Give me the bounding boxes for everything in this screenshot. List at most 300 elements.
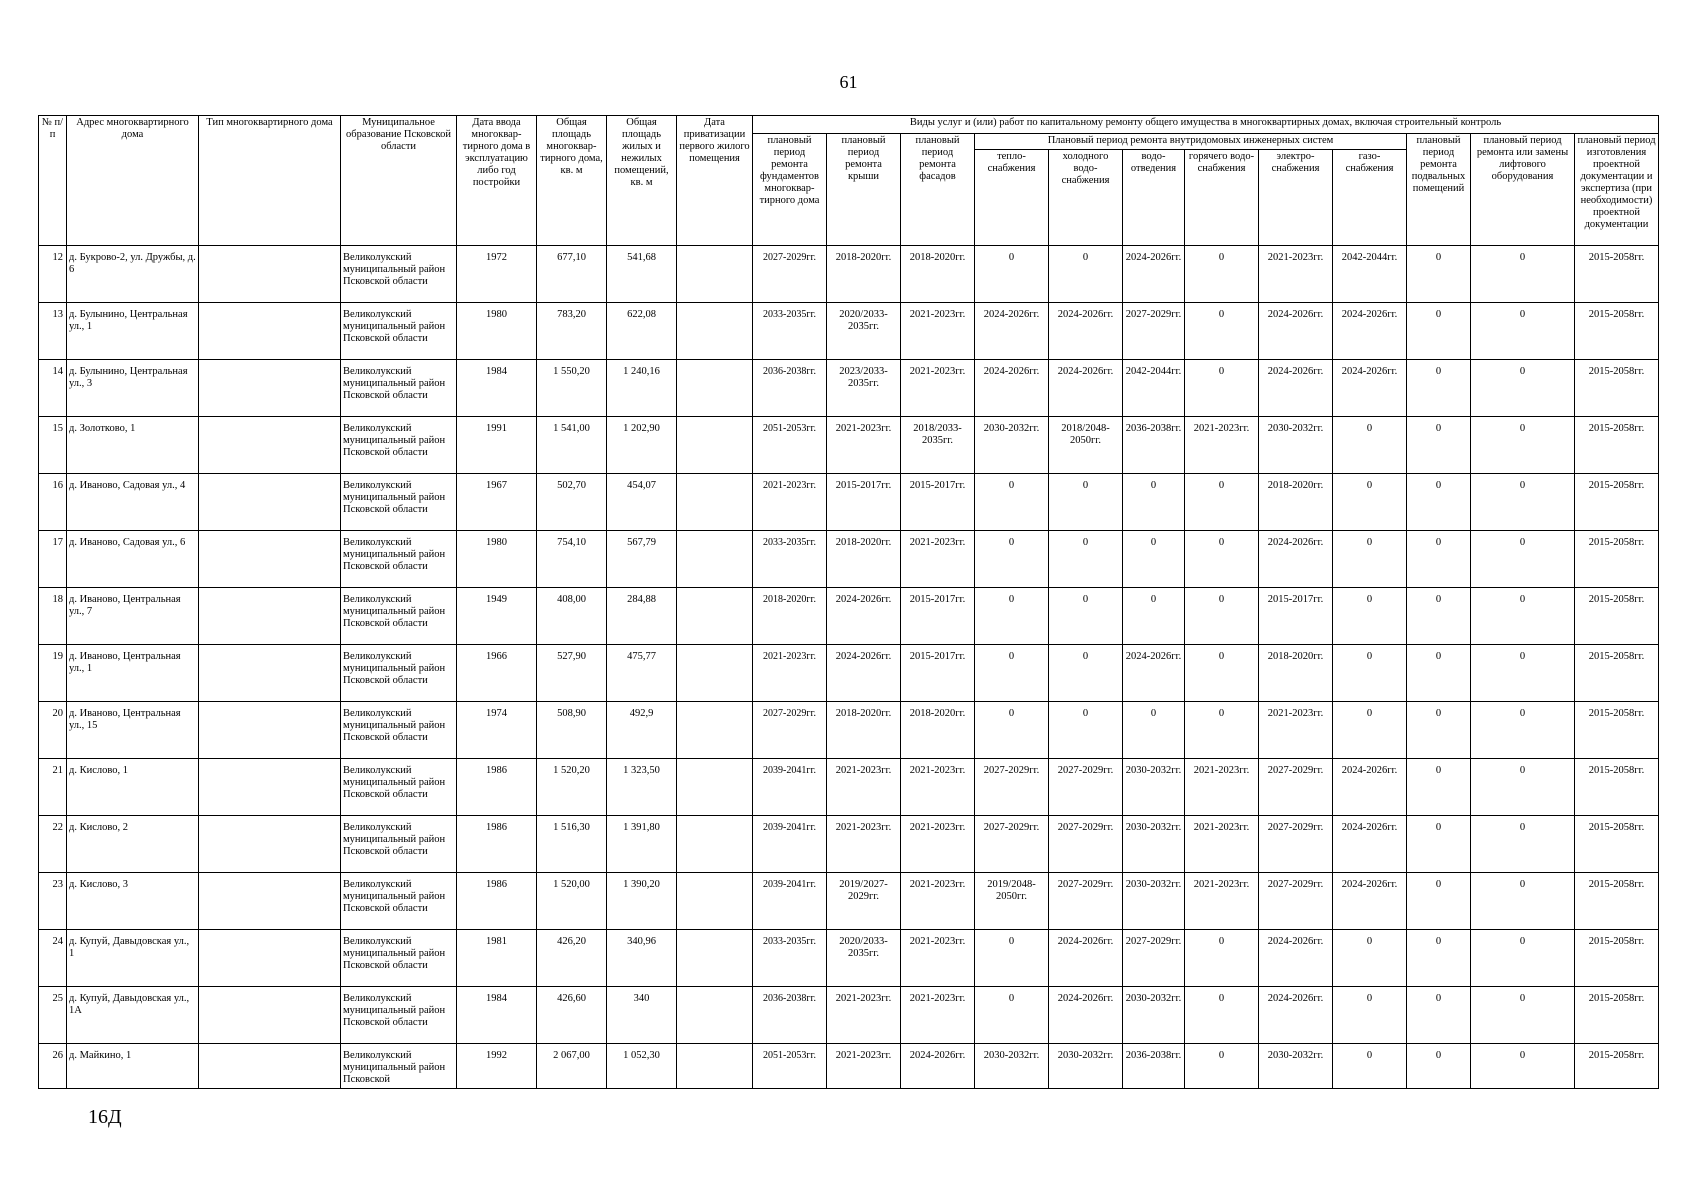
cell-design-text: 2015-2058гг. — [1588, 993, 1645, 1004]
cell-heating — [975, 987, 1049, 1044]
cell-total-area-text: 783,20 — [557, 309, 586, 320]
cell-address — [67, 474, 199, 531]
cell-cold-water — [1049, 873, 1123, 930]
cell-privatization — [677, 987, 753, 1044]
cell-basement — [1407, 303, 1471, 360]
cell-foundation-text: 2018-2020гг. — [763, 594, 816, 605]
cell-total-area — [537, 930, 607, 987]
cell-cold-water-text: 0 — [1082, 708, 1089, 719]
cell-num-text: 15 — [52, 423, 63, 434]
cell-num — [39, 1044, 67, 1089]
table-body — [39, 246, 1659, 1089]
cell-address-text: д. Золотково, 1 — [69, 423, 136, 434]
cell-elevator — [1471, 873, 1575, 930]
cell-design — [1575, 702, 1659, 759]
cell-house-type — [199, 873, 341, 930]
cell-elevator — [1471, 816, 1575, 873]
header-total-area: Общая площадь многоквар-тирного дома, кв. м — [537, 116, 607, 246]
cell-living-area — [607, 645, 677, 702]
cell-basement — [1407, 873, 1471, 930]
cell-foundation — [753, 759, 827, 816]
cell-basement — [1407, 930, 1471, 987]
cell-municipality-text: Великолукский муниципальный район Псковской области — [343, 594, 446, 629]
cell-roof — [827, 588, 901, 645]
cell-gas-text: 0 — [1366, 651, 1373, 662]
cell-basement-text: 0 — [1435, 252, 1442, 263]
cell-foundation — [753, 531, 827, 588]
cell-total-area-text: 677,10 — [557, 252, 586, 263]
cell-living-area-text: 1 052,30 — [623, 1050, 660, 1061]
header-basement: плановый период ремонта подвальных помещений — [1407, 134, 1471, 246]
cell-municipality — [341, 531, 457, 588]
cell-electricity-text: 2030-2032гг. — [1267, 423, 1324, 434]
cell-foundation — [753, 303, 827, 360]
cell-heating — [975, 360, 1049, 417]
cell-elevator-text: 0 — [1519, 879, 1526, 890]
cell-facade — [901, 930, 975, 987]
cell-house-type — [199, 645, 341, 702]
cell-facade-text: 2021-2023гг. — [909, 993, 966, 1004]
cell-sewerage-text: 2027-2029гг. — [1125, 309, 1182, 320]
header-services-group: Виды услуг и (или) работ по капитальному ремонту общего имущества в многоквартирных домах, включая строительный контроль — [753, 116, 1659, 134]
header-hot-water: горячего водо-снабжения — [1185, 150, 1259, 246]
cell-address-text: д. Кислово, 2 — [69, 822, 129, 833]
cell-heating-text: 0 — [1008, 537, 1015, 548]
cell-electricity — [1259, 987, 1333, 1044]
cell-facade — [901, 645, 975, 702]
cell-hot-water-text: 0 — [1218, 537, 1225, 548]
cell-roof — [827, 930, 901, 987]
cell-privatization — [677, 417, 753, 474]
cell-basement-text: 0 — [1435, 309, 1442, 320]
cell-cold-water — [1049, 816, 1123, 873]
cell-facade-text: 2015-2017гг. — [909, 594, 966, 605]
cell-electricity-text: 2024-2026гг. — [1267, 366, 1324, 377]
cell-sewerage-text: 2030-2032гг. — [1125, 993, 1182, 1004]
cell-num — [39, 588, 67, 645]
cell-elevator-text: 0 — [1519, 765, 1526, 776]
cell-living-area — [607, 531, 677, 588]
cell-foundation-text: 2039-2041гг. — [763, 879, 816, 890]
cell-num — [39, 873, 67, 930]
cell-gas — [1333, 360, 1407, 417]
cell-basement-text: 0 — [1435, 594, 1442, 605]
cell-heating-text: 0 — [1008, 594, 1015, 605]
cell-basement — [1407, 360, 1471, 417]
cell-elevator-text: 0 — [1519, 594, 1526, 605]
cell-sewerage — [1123, 360, 1185, 417]
cell-cold-water — [1049, 930, 1123, 987]
page-number: 61 — [839, 72, 858, 92]
cell-total-area — [537, 759, 607, 816]
cell-electricity-text: 2024-2026гг. — [1267, 309, 1324, 320]
cell-living-area-text: 340 — [633, 993, 650, 1004]
cell-cold-water-text: 0 — [1082, 651, 1089, 662]
cell-address-text: д. Кислово, 1 — [69, 765, 129, 776]
cell-total-area-text: 1 520,20 — [553, 765, 590, 776]
cell-foundation-text: 2039-2041гг. — [763, 822, 816, 833]
cell-roof-text: 2021-2023гг. — [835, 993, 892, 1004]
cell-basement — [1407, 816, 1471, 873]
cell-total-area — [537, 246, 607, 303]
cell-privatization — [677, 531, 753, 588]
cell-facade-text: 2018-2020гг. — [909, 252, 966, 263]
cell-elevator-text: 0 — [1519, 309, 1526, 320]
cell-facade — [901, 987, 975, 1044]
cell-elevator-text: 0 — [1519, 1050, 1526, 1061]
cell-electricity-text: 2024-2026гг. — [1267, 993, 1324, 1004]
table-row — [39, 1044, 1659, 1089]
cell-total-area-text: 426,20 — [557, 936, 586, 947]
cell-sewerage-text: 2036-2038гг. — [1125, 423, 1182, 434]
cell-municipality-text: Великолукский муниципальный район Псковской области — [343, 252, 446, 287]
cell-electricity — [1259, 417, 1333, 474]
cell-gas — [1333, 417, 1407, 474]
table-row — [39, 246, 1659, 303]
cell-hot-water-text: 2021-2023гг. — [1193, 765, 1250, 776]
cell-electricity — [1259, 246, 1333, 303]
cell-year — [457, 531, 537, 588]
cell-living-area-text: 340,96 — [627, 936, 656, 947]
cell-hot-water-text: 0 — [1218, 252, 1225, 263]
cell-num-text: 23 — [52, 879, 63, 890]
cell-num — [39, 702, 67, 759]
cell-total-area — [537, 588, 607, 645]
cell-gas-text: 0 — [1366, 423, 1373, 434]
cell-cold-water — [1049, 246, 1123, 303]
cell-heating — [975, 930, 1049, 987]
cell-sewerage — [1123, 816, 1185, 873]
cell-facade-text: 2015-2017гг. — [909, 651, 966, 662]
cell-sewerage — [1123, 474, 1185, 531]
cell-hot-water — [1185, 303, 1259, 360]
cell-roof-text: 2020/2033-2035гг. — [839, 936, 888, 959]
cell-privatization — [677, 816, 753, 873]
cell-elevator — [1471, 1044, 1575, 1089]
cell-year-text: 1966 — [486, 651, 507, 662]
cell-elevator-text: 0 — [1519, 936, 1526, 947]
cell-foundation — [753, 645, 827, 702]
cell-foundation — [753, 1044, 827, 1089]
cell-design — [1575, 417, 1659, 474]
cell-gas — [1333, 645, 1407, 702]
cell-heating-text: 0 — [1008, 480, 1015, 491]
cell-cold-water-text: 2024-2026гг. — [1057, 993, 1114, 1004]
cell-heating — [975, 873, 1049, 930]
cell-house-type — [199, 588, 341, 645]
cell-address — [67, 759, 199, 816]
cell-foundation — [753, 417, 827, 474]
cell-design-text: 2015-2058гг. — [1588, 879, 1645, 890]
cell-gas-text: 0 — [1366, 708, 1373, 719]
cell-basement — [1407, 1044, 1471, 1089]
cell-num-text: 14 — [52, 366, 63, 377]
cell-cold-water-text: 0 — [1082, 594, 1089, 605]
cell-municipality — [341, 702, 457, 759]
cell-living-area — [607, 246, 677, 303]
cell-design-text: 2015-2058гг. — [1588, 936, 1645, 947]
cell-cold-water-text: 0 — [1082, 537, 1089, 548]
cell-hot-water — [1185, 987, 1259, 1044]
cell-heating — [975, 303, 1049, 360]
cell-address — [67, 303, 199, 360]
cell-municipality — [341, 759, 457, 816]
cell-foundation-text: 2033-2035гг. — [763, 309, 816, 320]
cell-heating — [975, 816, 1049, 873]
cell-basement-text: 0 — [1435, 1050, 1442, 1061]
cell-sewerage — [1123, 417, 1185, 474]
cell-sewerage-text: 0 — [1150, 480, 1157, 491]
cell-facade — [901, 246, 975, 303]
cell-privatization — [677, 930, 753, 987]
cell-hot-water — [1185, 417, 1259, 474]
header-gas: газо-снабжения — [1333, 150, 1407, 246]
header-municipality: Муниципальное образование Псковской области — [341, 116, 457, 246]
cell-living-area-text: 1 390,20 — [623, 879, 660, 890]
cell-living-area-text: 454,07 — [627, 480, 656, 491]
cell-foundation — [753, 474, 827, 531]
cell-design-text: 2015-2058гг. — [1588, 309, 1645, 320]
cell-electricity-text: 2027-2029гг. — [1267, 822, 1324, 833]
cell-design-text: 2015-2058гг. — [1588, 822, 1645, 833]
cell-house-type — [199, 360, 341, 417]
cell-foundation — [753, 987, 827, 1044]
cell-address-text: д. Иваново, Садовая ул., 6 — [69, 537, 186, 548]
cell-foundation-text: 2039-2041гг. — [763, 765, 816, 776]
cell-privatization — [677, 474, 753, 531]
cell-house-type — [199, 303, 341, 360]
cell-address-text: д. Иваново, Центральная ул., 15 — [69, 708, 181, 731]
cell-electricity — [1259, 702, 1333, 759]
cell-living-area-text: 1 323,50 — [623, 765, 660, 776]
cell-design — [1575, 588, 1659, 645]
cell-basement — [1407, 417, 1471, 474]
cell-sewerage-text: 2030-2032гг. — [1125, 879, 1182, 890]
cell-year-text: 1949 — [486, 594, 507, 605]
cell-basement — [1407, 702, 1471, 759]
table-row — [39, 816, 1659, 873]
cell-electricity — [1259, 759, 1333, 816]
cell-total-area — [537, 417, 607, 474]
cell-facade — [901, 531, 975, 588]
cell-total-area — [537, 531, 607, 588]
cell-house-type — [199, 759, 341, 816]
cell-year-text: 1986 — [486, 879, 507, 890]
cell-design-text: 2015-2058гг. — [1588, 480, 1645, 491]
cell-basement-text: 0 — [1435, 936, 1442, 947]
cell-year-text: 1974 — [486, 708, 507, 719]
cell-elevator-text: 0 — [1519, 708, 1526, 719]
table-row — [39, 930, 1659, 987]
cell-year-text: 1980 — [486, 309, 507, 320]
cell-design-text: 2015-2058гг. — [1588, 651, 1645, 662]
cell-total-area-text: 502,70 — [557, 480, 586, 491]
cell-hot-water-text: 0 — [1218, 936, 1225, 947]
cell-privatization — [677, 1044, 753, 1089]
cell-num-text: 20 — [52, 708, 63, 719]
cell-heating — [975, 759, 1049, 816]
cell-num — [39, 759, 67, 816]
cell-elevator-text: 0 — [1519, 480, 1526, 491]
cell-roof — [827, 759, 901, 816]
cell-num-text: 25 — [52, 993, 63, 1004]
cell-cold-water — [1049, 588, 1123, 645]
cell-gas-text: 2024-2026гг. — [1341, 879, 1398, 890]
cell-num — [39, 360, 67, 417]
cell-total-area — [537, 474, 607, 531]
cell-sewerage — [1123, 1044, 1185, 1089]
cell-basement — [1407, 474, 1471, 531]
cell-foundation — [753, 930, 827, 987]
cell-gas — [1333, 303, 1407, 360]
cell-year-text: 1972 — [486, 252, 507, 263]
cell-hot-water-text: 0 — [1218, 1050, 1225, 1061]
cell-municipality — [341, 360, 457, 417]
cell-living-area-text: 492,9 — [629, 708, 654, 719]
cell-gas-text: 2042-2044гг. — [1341, 252, 1398, 263]
cell-living-area — [607, 873, 677, 930]
cell-roof — [827, 474, 901, 531]
cell-hot-water-text: 0 — [1218, 366, 1225, 377]
cell-address — [67, 1044, 199, 1089]
cell-electricity-text: 2030-2032гг. — [1267, 1050, 1324, 1061]
cell-basement-text: 0 — [1435, 651, 1442, 662]
cell-year — [457, 303, 537, 360]
cell-design — [1575, 474, 1659, 531]
cell-design — [1575, 987, 1659, 1044]
cell-living-area — [607, 930, 677, 987]
cell-municipality — [341, 873, 457, 930]
cell-address — [67, 246, 199, 303]
cell-electricity-text: 2027-2029гг. — [1267, 765, 1324, 776]
cell-facade — [901, 588, 975, 645]
cell-sewerage-text: 2030-2032гг. — [1125, 822, 1182, 833]
cell-num — [39, 816, 67, 873]
cell-total-area — [537, 987, 607, 1044]
cell-house-type — [199, 246, 341, 303]
cell-heating-text: 0 — [1008, 708, 1015, 719]
cell-sewerage-text: 2027-2029гг. — [1125, 936, 1182, 947]
cell-privatization — [677, 702, 753, 759]
cell-elevator-text: 0 — [1519, 822, 1526, 833]
cell-electricity-text: 2024-2026гг. — [1267, 537, 1324, 548]
header-address: Адрес многоквартирного дома — [67, 116, 199, 246]
cell-num-text: 24 — [52, 936, 63, 947]
cell-year-text: 1967 — [486, 480, 507, 491]
cell-year-text: 1980 — [486, 537, 507, 548]
cell-house-type — [199, 702, 341, 759]
cell-facade — [901, 360, 975, 417]
cell-elevator — [1471, 531, 1575, 588]
header-privatization-date: Дата приватизации первого жилого помещения — [677, 116, 753, 246]
cell-living-area-text: 1 391,80 — [623, 822, 660, 833]
cell-facade — [901, 873, 975, 930]
cell-roof — [827, 417, 901, 474]
cell-heating-text: 2030-2032гг. — [983, 1050, 1040, 1061]
cell-foundation-text: 2051-2053гг. — [763, 1050, 816, 1061]
cell-facade-text: 2021-2023гг. — [909, 822, 966, 833]
cell-hot-water-text: 2021-2023гг. — [1193, 879, 1250, 890]
cell-total-area-text: 1 516,30 — [553, 822, 590, 833]
cell-cold-water-text: 2024-2026гг. — [1057, 309, 1114, 320]
cell-electricity — [1259, 816, 1333, 873]
cell-electricity-text: 2015-2017гг. — [1267, 594, 1324, 605]
cell-hot-water-text: 2021-2023гг. — [1193, 822, 1250, 833]
cell-gas-text: 0 — [1366, 594, 1373, 605]
cell-year — [457, 930, 537, 987]
cell-design-text: 2015-2058гг. — [1588, 1050, 1645, 1061]
cell-roof — [827, 702, 901, 759]
cell-total-area — [537, 360, 607, 417]
cell-facade-text: 2021-2023гг. — [909, 765, 966, 776]
cell-gas — [1333, 702, 1407, 759]
cell-municipality — [341, 930, 457, 987]
cell-year — [457, 702, 537, 759]
cell-gas-text: 0 — [1366, 480, 1373, 491]
cell-elevator — [1471, 417, 1575, 474]
cell-roof-text: 2021-2023гг. — [835, 765, 892, 776]
cell-year-text: 1981 — [486, 936, 507, 947]
cell-cold-water — [1049, 702, 1123, 759]
cell-total-area-text: 1 550,20 — [553, 366, 590, 377]
cell-sewerage-text: 0 — [1150, 537, 1157, 548]
cell-num — [39, 987, 67, 1044]
cell-roof-text: 2018-2020гг. — [835, 708, 892, 719]
cell-heating — [975, 702, 1049, 759]
cell-hot-water-text: 0 — [1218, 309, 1225, 320]
cell-total-area — [537, 816, 607, 873]
cell-municipality — [341, 1044, 457, 1089]
table-row — [39, 417, 1659, 474]
cell-hot-water — [1185, 531, 1259, 588]
cell-sewerage — [1123, 987, 1185, 1044]
cell-design-text: 2015-2058гг. — [1588, 252, 1645, 263]
cell-cold-water-text: 2027-2029гг. — [1057, 765, 1114, 776]
cell-facade-text: 2018/2033-2035гг. — [913, 423, 962, 446]
cell-year-text: 1984 — [486, 993, 507, 1004]
cell-electricity — [1259, 1044, 1333, 1089]
cell-gas — [1333, 816, 1407, 873]
cell-gas — [1333, 987, 1407, 1044]
cell-total-area — [537, 702, 607, 759]
cell-address-text: д. Иваново, Садовая ул., 4 — [69, 480, 186, 491]
cell-heating-text: 2027-2029гг. — [983, 765, 1040, 776]
cell-year — [457, 873, 537, 930]
cell-roof — [827, 873, 901, 930]
cell-living-area — [607, 588, 677, 645]
cell-living-area — [607, 816, 677, 873]
cell-basement — [1407, 588, 1471, 645]
cell-design-text: 2015-2058гг. — [1588, 423, 1645, 434]
cell-year-text: 1991 — [486, 423, 507, 434]
cell-year-text: 1986 — [486, 822, 507, 833]
cell-hot-water — [1185, 645, 1259, 702]
cell-municipality-text: Великолукский муниципальный район Псковской области — [343, 765, 446, 800]
cell-house-type — [199, 816, 341, 873]
cell-cold-water — [1049, 987, 1123, 1044]
cell-heating-text: 2030-2032гг. — [983, 423, 1040, 434]
cell-total-area-text: 754,10 — [557, 537, 586, 548]
cell-sewerage — [1123, 303, 1185, 360]
capital-repair-table — [38, 115, 1659, 1089]
cell-house-type — [199, 1044, 341, 1089]
cell-municipality — [341, 987, 457, 1044]
header-cold-water: холодного водо-снабжения — [1049, 150, 1123, 246]
cell-living-area-text: 567,79 — [627, 537, 656, 548]
cell-total-area-text: 2 067,00 — [553, 1050, 590, 1061]
cell-electricity — [1259, 930, 1333, 987]
cell-num — [39, 303, 67, 360]
